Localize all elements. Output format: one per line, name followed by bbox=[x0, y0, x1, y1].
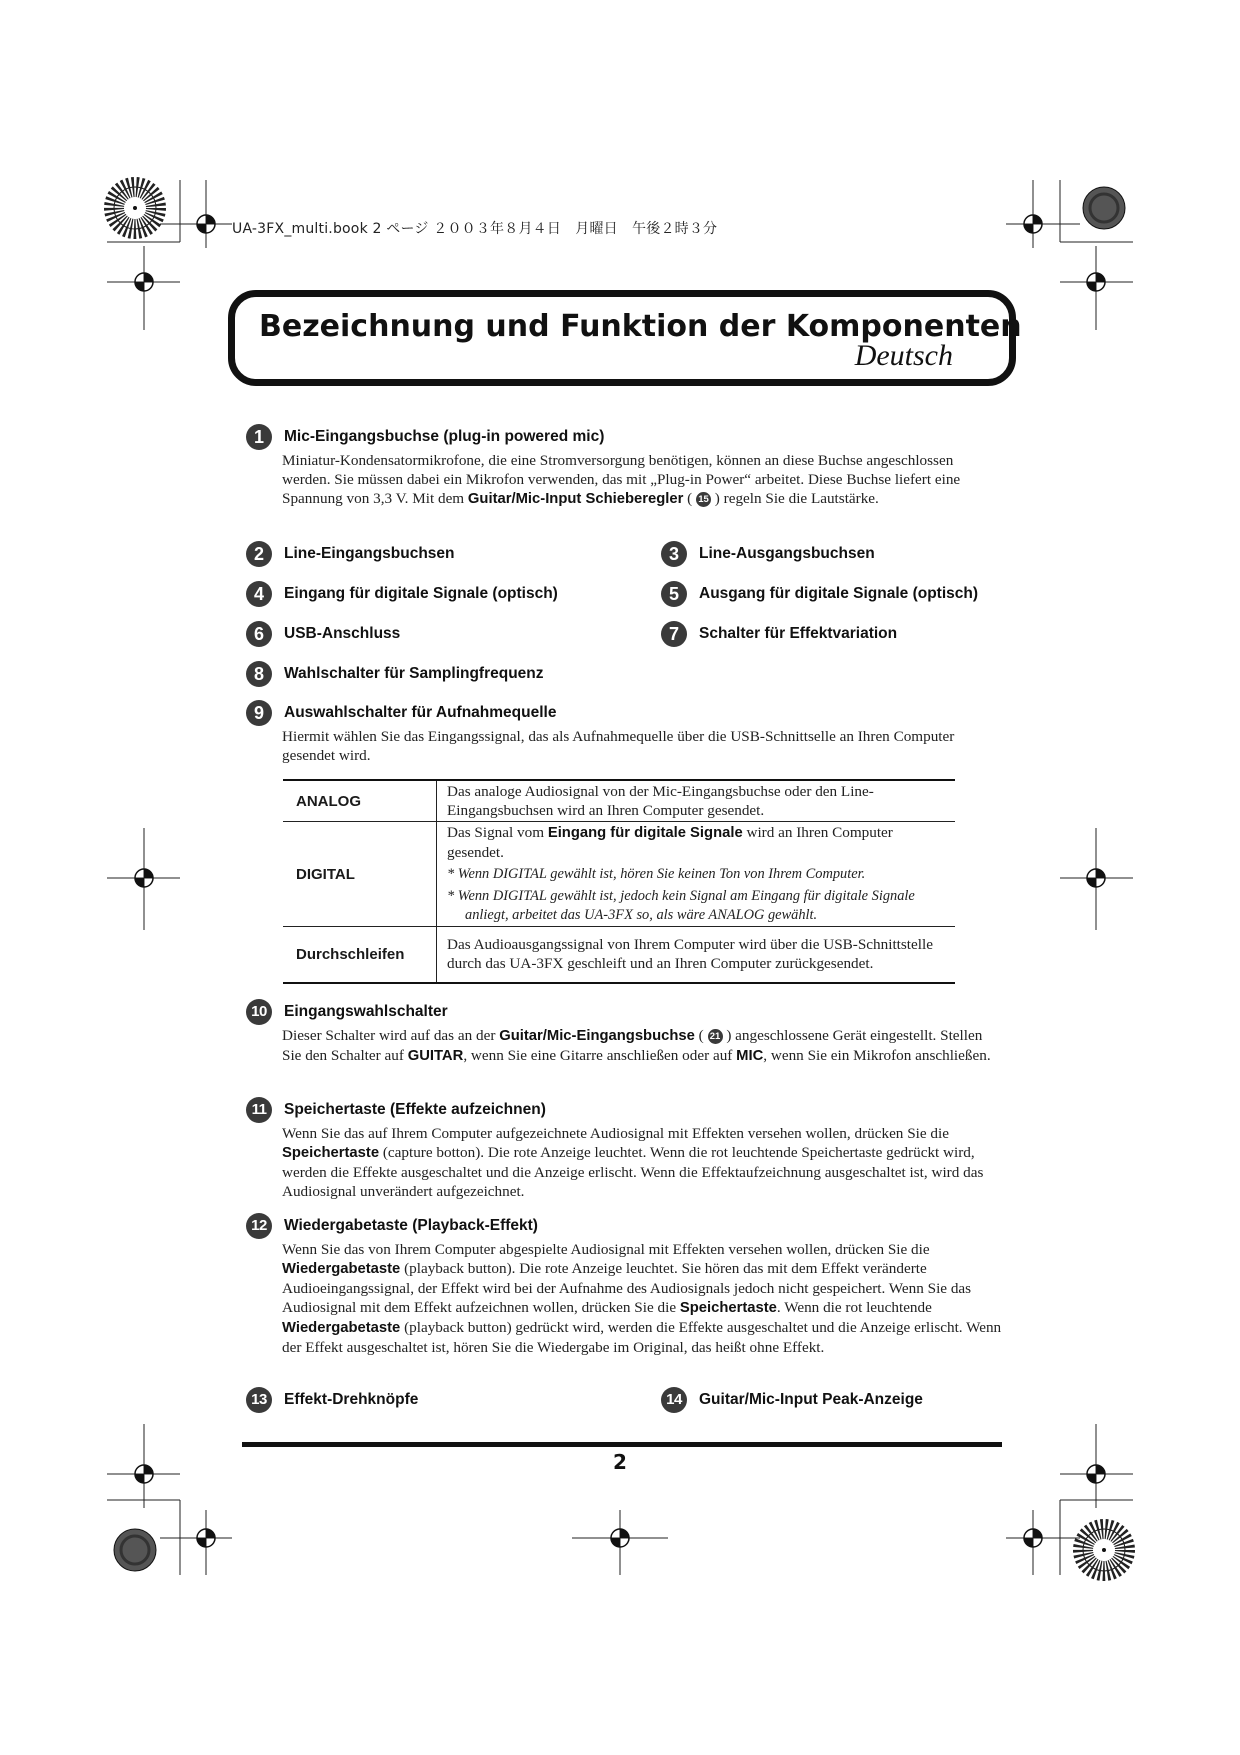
item-number-badge: 13 bbox=[246, 1387, 272, 1413]
item-heading: Mic-Eingangsbuchse (plug-in powered mic) bbox=[284, 428, 605, 445]
source-description: Das Signal vom Eingang für digitale Signale wird an Ihren Computer gesendet. * Wenn DIGITAL gewählt ist, hören Sie keinen Ton von Ihrem Computer. * Wenn DIGITAL gewählt ist, jedoch kein Signal am Eingang für digitale Signale anliegt, arbeitet das UA-3FX so, als wäre ANALOG gewählt. bbox=[437, 822, 956, 927]
note: * Wenn DIGITAL gewählt ist, hören Sie keinen Ton von Ihrem Computer. bbox=[447, 866, 866, 882]
item-number-badge: 3 bbox=[661, 541, 687, 567]
source-label: ANALOG bbox=[283, 780, 437, 822]
item-number-badge: 4 bbox=[246, 581, 272, 607]
item-description: Wenn Sie das auf Ihrem Computer aufgezeichnete Audiosignal mit Effekten versehen wollen, drücken Sie die Speichertaste (capture botton). Die rote Anzeige leuchtet. Wenn die rot leuchtende Speichertaste gedrückt wird, werden die Effekte ausgeschaltet und die Anzeige erlischt. Wenn die Effektaufzeichnung ausgeschaltet ist, wird das Audiosignal unverändert aufgezeichnet. bbox=[282, 1125, 984, 1200]
table-row bbox=[283, 927, 955, 983]
reference-badge: 21 bbox=[708, 1029, 723, 1044]
item-heading: Line-Ausgangsbuchsen bbox=[699, 545, 875, 562]
language-label: Deutsch bbox=[854, 339, 953, 372]
print-header: UA-3FX_multi.book 2 ページ ２００３年８月４日 月曜日 午後２時３分 bbox=[232, 221, 718, 237]
source-label: Durchschleifen bbox=[283, 927, 437, 983]
item-number-badge: 5 bbox=[661, 581, 687, 607]
item-heading: Line-Eingangsbuchsen bbox=[284, 545, 455, 562]
item-number-badge: 6 bbox=[246, 621, 272, 647]
item-number-badge: 2 bbox=[246, 541, 272, 567]
item-number-badge: 8 bbox=[246, 661, 272, 687]
item-description: Hiermit wählen Sie das Eingangssignal, das als Aufnahmequelle über die USB-Schnittselle an Ihren Computer gesendet wird. bbox=[282, 728, 955, 764]
item-heading: Eingangswahlschalter bbox=[284, 1003, 448, 1020]
footer-rule bbox=[242, 1442, 1002, 1447]
item-description: Dieser Schalter wird auf das an der Guitar/Mic-Eingangsbuchse ( 21 ) angeschlossene Gerät eingestellt. Stellen Sie den Schalter auf GUITAR, wenn Sie eine Gitarre anschließen oder auf MIC, wenn Sie ein Mikrofon anschließen. bbox=[282, 1027, 991, 1064]
item-number-badge: 1 bbox=[246, 424, 272, 450]
item-number-badge: 14 bbox=[661, 1387, 687, 1413]
item-heading: Eingang für digitale Signale (optisch) bbox=[284, 585, 558, 602]
item-heading: Wahlschalter für Samplingfrequenz bbox=[284, 665, 544, 682]
item-description: Miniatur-Kondensatormikrofone, die eine Stromversorgung benötigen, können an diese Buchse angeschlossen werden. Sie müssen dabei ein Mikrofon verwenden, das mit „Plug-in Power“ arbeitet. Diese Buchse liefert eine Spannung von 3,3 V. Mit dem Guitar/Mic-Input Schieberegler ( 15 ) regeln Sie die Lautstärke. bbox=[282, 452, 961, 507]
recording-source-table bbox=[283, 779, 955, 984]
item-heading: Auswahlschalter für Aufnahmequelle bbox=[284, 704, 557, 721]
note: * Wenn DIGITAL gewählt ist, jedoch kein Signal am Eingang für digitale Signale anliegt, arbeitet das UA-3FX so, als wäre ANALOG gewählt. bbox=[447, 888, 915, 923]
item-number-badge: 11 bbox=[246, 1097, 272, 1123]
item-number-badge: 9 bbox=[246, 700, 272, 726]
item-number-badge: 7 bbox=[661, 621, 687, 647]
source-label: DIGITAL bbox=[283, 822, 437, 927]
title-box bbox=[228, 290, 1022, 386]
item-heading: Guitar/Mic-Input Peak-Anzeige bbox=[699, 1391, 923, 1408]
item-heading: Speichertaste (Effekte aufzeichnen) bbox=[284, 1101, 546, 1118]
item-heading: Effekt-Drehknöpfe bbox=[284, 1391, 419, 1408]
page-number: 2 bbox=[613, 1450, 627, 1474]
item-heading: Wiedergabetaste (Playback-Effekt) bbox=[284, 1217, 538, 1234]
page-title: Bezeichnung und Funktion der Komponenten bbox=[259, 309, 1022, 344]
table-row bbox=[283, 822, 955, 927]
item-number-badge: 10 bbox=[246, 999, 272, 1025]
item-heading: Ausgang für digitale Signale (optisch) bbox=[699, 585, 979, 602]
item-description: Wenn Sie das von Ihrem Computer abgespielte Audiosignal mit Effekten versehen wollen, drücken Sie die Wiedergabetaste (playback button). Die rote Anzeige leuchtet. Sie hören das mit dem Effekt veränderte Audioeingangssignal, der Effekt wird bei der Aufnahme des Audiosignals jedoch nicht gespeichert. Wenn Sie das Audiosignal mit dem Effekt aufzeichnen wollen, drücken Sie die Speichertaste. Wenn die rot leuchtende Wiedergabetaste (playback button) gedrückt wird, werden die Effekte ausgeschaltet und die Anzeige erlischt. Wenn der Effekt ausgeschaltet ist, hören Sie die Wiedergabe im Original, das heißt ohne Effekt. bbox=[282, 1241, 1002, 1356]
source-description: Das analoge Audiosignal von der Mic-Eingangsbuchse oder den Line-Eingangsbuchsen wird an Ihren Computer gesendet. bbox=[437, 780, 956, 822]
table-row bbox=[283, 780, 955, 822]
item-heading: Schalter für Effektvariation bbox=[699, 625, 898, 642]
item-number-badge: 12 bbox=[246, 1213, 272, 1239]
source-description: Das Audioausgangssignal von Ihrem Computer wird über die USB-Schnittstelle durch das UA-3FX geschleift und an Ihren Computer zurückgesendet. bbox=[437, 927, 956, 983]
reference-badge: 15 bbox=[696, 492, 711, 507]
item-heading: USB-Anschluss bbox=[284, 625, 401, 642]
